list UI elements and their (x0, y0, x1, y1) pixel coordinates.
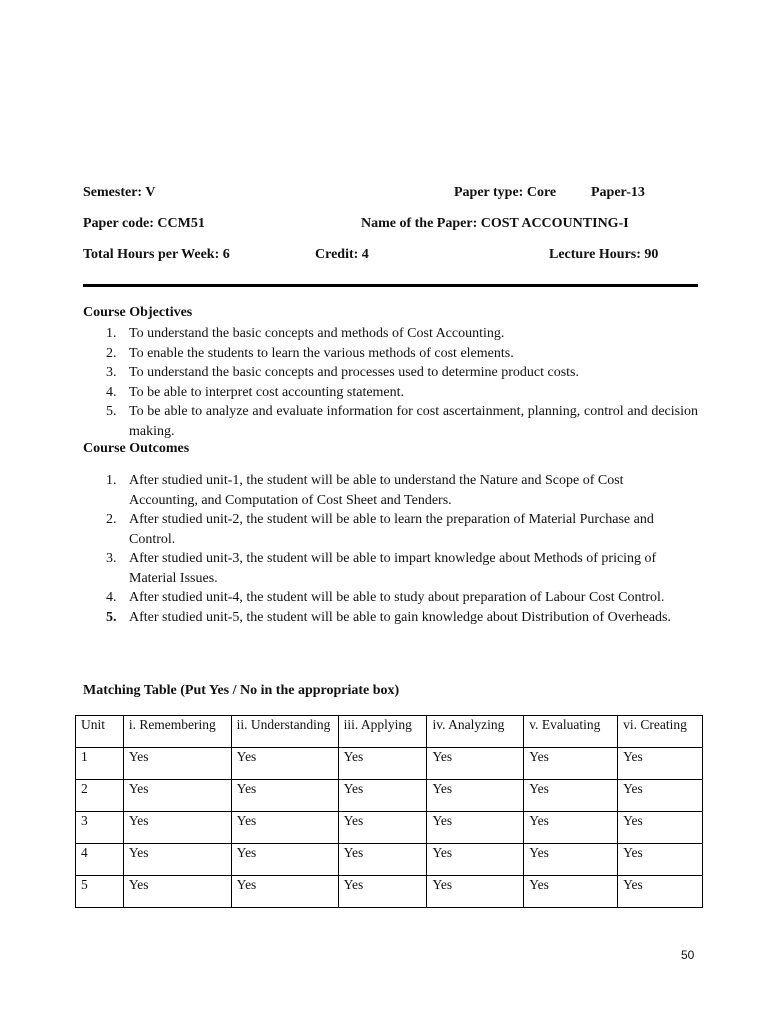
paper-code: Paper code: CCM51 (83, 216, 205, 231)
table-cell: 3 (76, 812, 124, 844)
table-row (76, 876, 703, 908)
list-item: 1. To understand the basic concepts and methods of Cost Accounting. (106, 326, 505, 341)
table-cell: Yes (231, 748, 338, 780)
header-divider (83, 284, 698, 287)
paper-name: Name of the Paper: COST ACCOUNTING-I (361, 216, 629, 231)
table-cell: Yes (123, 812, 231, 844)
table-cell: Yes (123, 876, 231, 908)
table-cell: Yes (524, 844, 618, 876)
table-cell: 2 (76, 780, 124, 812)
table-cell: Yes (524, 780, 618, 812)
column-header: vi. Creating (618, 716, 703, 748)
table-cell: Yes (338, 876, 427, 908)
table-cell: Yes (123, 748, 231, 780)
table-cell: Yes (231, 812, 338, 844)
table-row (76, 748, 703, 780)
semester: Semester: V (83, 185, 156, 200)
paper-number: Paper-13 (591, 185, 645, 200)
outcomes-title: Course Outcomes (83, 441, 190, 456)
table-cell: Yes (338, 812, 427, 844)
list-item: 2. To enable the students to learn the various methods of cost elements. (106, 345, 514, 361)
list-item: 3. After studied unit-3, the student will be able to impart knowledge about Methods of pricing of Material Issues. (106, 551, 657, 586)
outcomes-list (83, 471, 673, 627)
list-item: 4. After studied unit-4, the student will be able to study about preparation of Labour Cost Control. (106, 590, 665, 605)
table-header-row (76, 716, 703, 748)
table-cell: Yes (618, 748, 703, 780)
table-cell: Yes (524, 876, 618, 908)
table-cell: Yes (338, 780, 427, 812)
table-cell: 1 (76, 748, 124, 780)
table-cell: Yes (618, 844, 703, 876)
page-number: 50 (681, 948, 695, 962)
table-cell: 4 (76, 844, 124, 876)
table-cell: Yes (231, 780, 338, 812)
table-cell: Yes (123, 844, 231, 876)
table-cell: Yes (231, 844, 338, 876)
credit: Credit: 4 (315, 247, 369, 262)
objectives-title: Course Objectives (83, 305, 193, 320)
list-item: 1. After studied unit-1, the student will be able to understand the Nature and Scope of Cost Accounting, and Computation of Cost Sheet and Tenders. (106, 473, 624, 508)
column-header: i. Remembering (123, 716, 231, 748)
column-header: iv. Analyzing (427, 716, 524, 748)
table-cell: Yes (618, 876, 703, 908)
list-item: 5. To be able to analyze and evaluate information for cost ascertainment, planning, control and decision making. (106, 404, 698, 439)
table-cell: Yes (618, 812, 703, 844)
list-item: 5. After studied unit-5, the student will be able to gain knowledge about Distribution of Overheads. (106, 609, 671, 625)
table-cell: 5 (76, 876, 124, 908)
table-cell: Yes (427, 844, 524, 876)
table-cell: Yes (524, 812, 618, 844)
table-cell: Yes (618, 780, 703, 812)
table-cell: Yes (427, 812, 524, 844)
column-header: ii. Understanding (231, 716, 338, 748)
list-item: 4. To be able to interpret cost accounting statement. (106, 384, 405, 400)
paper-type: Paper type: Core (454, 185, 557, 200)
table-cell: Yes (427, 780, 524, 812)
matching-title: Matching Table (Put Yes / No in the appropriate box) (83, 683, 400, 698)
column-header: v. Evaluating (524, 716, 618, 748)
hours-per-week: Total Hours per Week: 6 (83, 247, 230, 262)
table-cell: Yes (427, 748, 524, 780)
table-row (76, 780, 703, 812)
table-cell: Yes (123, 780, 231, 812)
matching-table (75, 715, 703, 908)
table-cell: Yes (338, 844, 427, 876)
table-row (76, 812, 703, 844)
lecture-hours: Lecture Hours: 90 (549, 247, 659, 262)
column-header: iii. Applying (338, 716, 427, 748)
table-cell: Yes (231, 876, 338, 908)
objectives-list (83, 324, 698, 441)
list-item: 2. After studied unit-2, the student will be able to learn the preparation of Material Purchase and Control. (106, 512, 654, 547)
table-cell: Yes (427, 876, 524, 908)
column-header: Unit (76, 716, 124, 748)
table-row (76, 844, 703, 876)
table-cell: Yes (524, 748, 618, 780)
list-item: 3. To understand the basic concepts and processes used to determine product costs. (106, 365, 580, 380)
table-cell: Yes (338, 748, 427, 780)
